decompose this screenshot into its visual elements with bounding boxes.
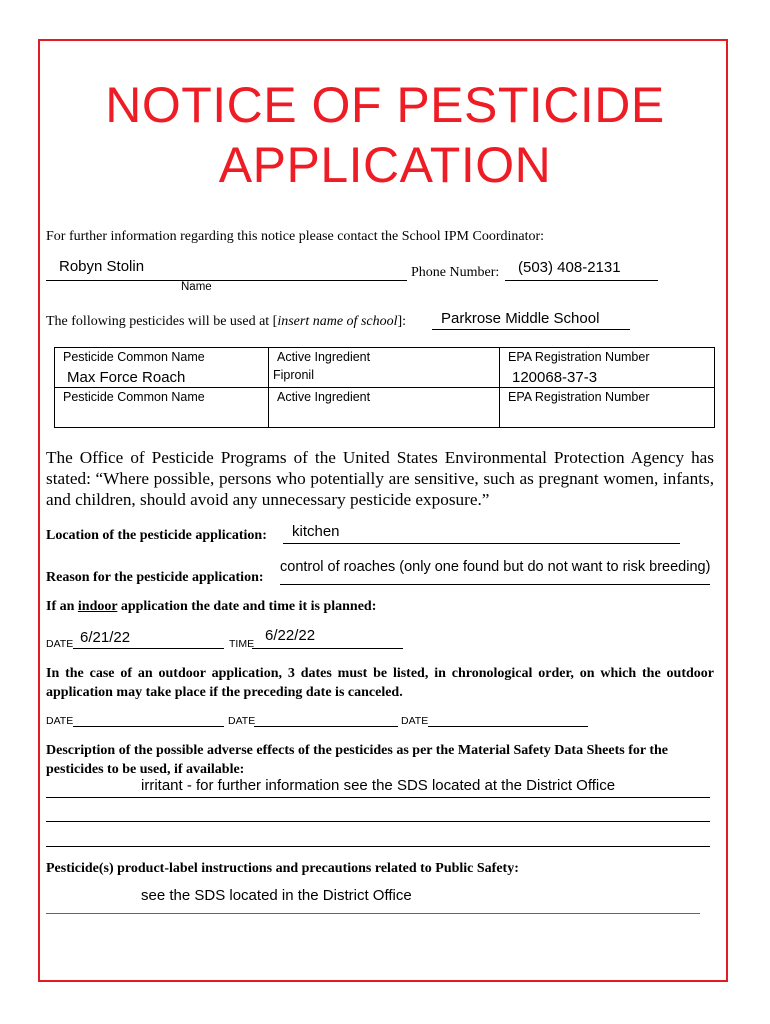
- school-label-prefix: The following pesticides will be used at [: [46, 314, 278, 329]
- common-name-header: Pesticide Common Name: [63, 350, 205, 364]
- active-ingredient-header: Active Ingredient: [277, 390, 371, 404]
- table-cell: [55, 388, 269, 428]
- location-field[interactable]: kitchen: [292, 523, 340, 540]
- active-ingredient-header: Active Ingredient: [277, 350, 371, 364]
- indoor-date-label: DATE: [46, 638, 74, 650]
- indoor-date-line: [73, 648, 224, 649]
- location-label: Location of the pesticide application:: [46, 528, 267, 543]
- precautions-label: Pesticide(s) product-label instructions and precautions related to Public Safety:: [46, 861, 519, 876]
- school-field-line: [432, 329, 630, 330]
- outdoor-date-field-1[interactable]: [73, 726, 224, 727]
- outdoor-date-field-3[interactable]: [428, 726, 588, 727]
- indoor-time-line: [252, 648, 403, 649]
- phone-label: Phone Number:: [411, 265, 500, 280]
- school-label-suffix: ]:: [397, 314, 407, 329]
- table-cell: [55, 348, 269, 388]
- common-name-value[interactable]: Max Force Roach: [67, 369, 186, 386]
- indoor-date-field[interactable]: 6/21/22: [80, 629, 131, 646]
- indoor-label-prefix: If an: [46, 599, 78, 614]
- name-field-line: [46, 280, 407, 281]
- contact-intro: For further information regarding this notice please contact the School IPM Coordinator:: [46, 229, 545, 244]
- table-cell: [269, 348, 500, 388]
- table-row: [55, 348, 715, 388]
- indoor-time-field[interactable]: 6/22/22: [265, 627, 316, 644]
- adverse-line-3: [46, 846, 710, 847]
- precautions-field[interactable]: see the SDS located in the District Office: [141, 887, 412, 904]
- notice-title-line-2: APPLICATION: [218, 137, 552, 193]
- indoor-label-suffix: application the date and time it is planned:: [117, 599, 377, 614]
- epa-number-header: EPA Registration Number: [508, 350, 650, 364]
- school-name-field[interactable]: Parkrose Middle School: [441, 310, 600, 327]
- coordinator-name-field[interactable]: Robyn Stolin: [59, 258, 145, 275]
- location-field-line: [283, 543, 680, 544]
- notice-title-line-1: NOTICE OF PESTICIDE: [105, 77, 665, 133]
- table-row: [55, 388, 715, 428]
- common-name-header: Pesticide Common Name: [63, 390, 205, 404]
- indoor-label: [46, 599, 376, 615]
- table-cell: [269, 388, 500, 428]
- reason-label: Reason for the pesticide application:: [46, 570, 264, 585]
- precautions-line: [46, 913, 700, 914]
- active-ingredient-value[interactable]: Fipronil: [273, 368, 314, 382]
- phone-number-field[interactable]: (503) 408-2131: [518, 259, 621, 276]
- outdoor-instructions: In the case of an outdoor application, 3 dates must be listed, in chronological order, on which the outdoor application may take place if the preceding date is canceled.: [46, 666, 714, 700]
- adverse-line-1: [46, 797, 710, 798]
- school-label: [46, 314, 406, 330]
- reason-field[interactable]: control of roaches (only one found but do not want to risk breeding): [280, 559, 711, 575]
- school-label-italic: insert name of school: [277, 314, 398, 329]
- outdoor-date-field-2[interactable]: [254, 726, 398, 727]
- adverse-effects-field[interactable]: irritant - for further information see the SDS located at the District Office: [141, 777, 616, 794]
- name-caption: Name: [181, 281, 212, 293]
- phone-field-line: [505, 280, 658, 281]
- pesticide-table: [54, 347, 715, 428]
- epa-statement: The Office of Pesticide Programs of the United States Environmental Protection Agency has stated: “Where possible, persons who potentially are sensitive, such as pregnant women, infants, and children, should avoid any unnecessary pesticide exposure.”: [46, 448, 714, 509]
- reason-field-line: [280, 584, 710, 585]
- table-cell: [500, 388, 715, 428]
- adverse-effects-label: Description of the possible adverse effects of the pesticides as per the Material Safety Data Sheets for the pesticides to be used, if available:: [46, 743, 668, 777]
- epa-number-value[interactable]: 120068-37-3: [512, 369, 598, 386]
- adverse-line-2: [46, 821, 710, 822]
- indoor-time-label: TIME: [229, 638, 255, 650]
- outdoor-date-label-1: DATE: [46, 715, 74, 727]
- table-cell: [500, 348, 715, 388]
- epa-number-header: EPA Registration Number: [508, 390, 650, 404]
- outdoor-date-label-2: DATE: [228, 715, 256, 727]
- indoor-label-underlined: indoor: [77, 599, 118, 614]
- outdoor-date-label-3: DATE: [401, 715, 429, 727]
